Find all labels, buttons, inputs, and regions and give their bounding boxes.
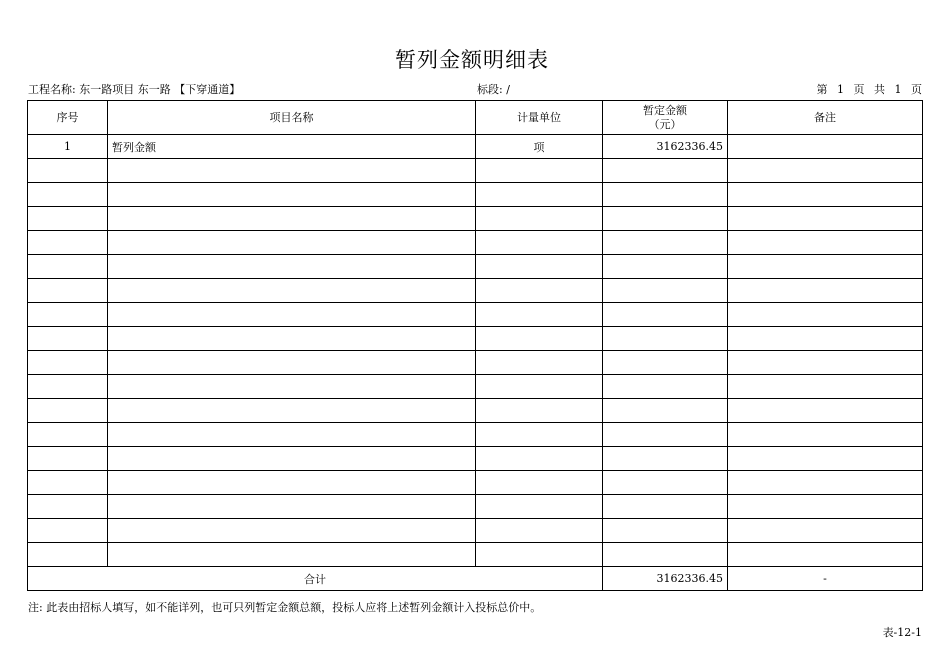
cell-amount: [603, 519, 728, 543]
table-row: [28, 471, 923, 495]
page-current: 1: [837, 83, 844, 96]
cell-remark: [728, 159, 923, 183]
cell-unit: [476, 303, 603, 327]
total-row: [28, 567, 923, 591]
cell-remark: [728, 375, 923, 399]
cell-amount: [603, 183, 728, 207]
footnote: 注: 此表由招标人填写，如不能详列，也可只列暂定金额总额，投标人应将上述暂列金额计入投标总价中。: [28, 601, 542, 614]
table-row: [28, 519, 923, 543]
cell-item-name: [108, 399, 476, 423]
provisional-sum-table: [27, 100, 923, 591]
cell-seq: [28, 351, 108, 375]
cell-item-name: [108, 159, 476, 183]
cell-seq: [28, 231, 108, 255]
cell-unit: [476, 279, 603, 303]
table-row: [28, 159, 923, 183]
cell-unit: 项: [476, 135, 603, 159]
cell-item-name: [108, 519, 476, 543]
cell-amount: [603, 231, 728, 255]
page-text: 页: [853, 83, 865, 96]
cell-amount: 3162336.45: [603, 135, 728, 159]
table-row: [28, 231, 923, 255]
cell-seq: [28, 543, 108, 567]
cell-unit: [476, 399, 603, 423]
cell-item-name: [108, 375, 476, 399]
cell-seq: [28, 327, 108, 351]
cell-unit: [476, 375, 603, 399]
table-row: [28, 351, 923, 375]
table-row: [28, 207, 923, 231]
table-body: [28, 135, 923, 567]
page-text: 页: [911, 83, 922, 96]
cell-item-name: [108, 471, 476, 495]
cell-amount: [603, 351, 728, 375]
cell-unit: [476, 207, 603, 231]
cell-remark: [728, 135, 923, 159]
cell-unit: [476, 327, 603, 351]
table-header-row: [28, 101, 923, 135]
cell-remark: [728, 447, 923, 471]
cell-item-name: [108, 303, 476, 327]
table-row: [28, 279, 923, 303]
cell-amount: [603, 207, 728, 231]
cell-item-name: [108, 183, 476, 207]
total-amount: 3162336.45: [603, 567, 728, 591]
cell-seq: [28, 471, 108, 495]
table-row: [28, 447, 923, 471]
table-row: [28, 399, 923, 423]
form-number: 表-12-1: [882, 626, 922, 639]
cell-amount: [603, 327, 728, 351]
cell-remark: [728, 207, 923, 231]
table-row: [28, 327, 923, 351]
cell-remark: [728, 519, 923, 543]
cell-remark: [728, 327, 923, 351]
project-name: 工程名称: 东一路项目 东一路 【下穿通道】: [28, 83, 241, 96]
cell-item-name: [108, 207, 476, 231]
cell-seq: [28, 303, 108, 327]
page-text: 第: [816, 83, 828, 96]
cell-seq: [28, 447, 108, 471]
page-total: 1: [894, 83, 902, 96]
table-row: [28, 135, 923, 159]
cell-seq: [28, 159, 108, 183]
cell-amount: [603, 543, 728, 567]
table-row: [28, 255, 923, 279]
cell-unit: [476, 543, 603, 567]
cell-unit: [476, 183, 603, 207]
cell-item-name: [108, 255, 476, 279]
cell-item-name: [108, 543, 476, 567]
cell-remark: [728, 543, 923, 567]
header-item-name: 项目名称: [108, 101, 476, 135]
cell-remark: [728, 471, 923, 495]
table-row: [28, 423, 923, 447]
cell-unit: [476, 159, 603, 183]
document-title: 暂列金额明细表: [395, 48, 549, 72]
cell-unit: [476, 255, 603, 279]
cell-remark: [728, 183, 923, 207]
cell-amount: [603, 423, 728, 447]
section-label: 标段: /: [477, 83, 510, 96]
cell-seq: [28, 183, 108, 207]
cell-amount: [603, 447, 728, 471]
cell-amount: [603, 375, 728, 399]
header-amount: [603, 101, 728, 135]
cell-amount: [603, 255, 728, 279]
cell-seq: [28, 399, 108, 423]
cell-remark: [728, 399, 923, 423]
header-amount-text: 暂定金额 （元）: [643, 103, 687, 131]
cell-amount: [603, 471, 728, 495]
cell-remark: [728, 255, 923, 279]
header-unit: 计量单位: [476, 101, 603, 135]
table-row: [28, 303, 923, 327]
cell-unit: [476, 447, 603, 471]
cell-remark: [728, 303, 923, 327]
cell-unit: [476, 495, 603, 519]
page-indicator: [811, 83, 923, 97]
cell-seq: [28, 495, 108, 519]
cell-item-name: [108, 327, 476, 351]
cell-item-name: [108, 231, 476, 255]
cell-remark: [728, 279, 923, 303]
cell-amount: [603, 495, 728, 519]
cell-unit: [476, 351, 603, 375]
cell-seq: [28, 519, 108, 543]
cell-seq: [28, 423, 108, 447]
cell-amount: [603, 159, 728, 183]
cell-remark: [728, 231, 923, 255]
cell-unit: [476, 231, 603, 255]
total-remark: -: [728, 567, 923, 591]
table-row: [28, 183, 923, 207]
table-row: [28, 375, 923, 399]
cell-item-name: [108, 279, 476, 303]
table-row: [28, 495, 923, 519]
cell-item-name: [108, 495, 476, 519]
header-remark: 备注: [728, 101, 923, 135]
total-label: 合计: [28, 567, 603, 591]
cell-unit: [476, 423, 603, 447]
cell-remark: [728, 495, 923, 519]
cell-seq: [28, 375, 108, 399]
cell-seq: [28, 255, 108, 279]
cell-item-name: [108, 423, 476, 447]
cell-amount: [603, 279, 728, 303]
cell-remark: [728, 423, 923, 447]
cell-remark: [728, 351, 923, 375]
cell-unit: [476, 471, 603, 495]
page-text: 共: [874, 83, 885, 96]
cell-amount: [603, 399, 728, 423]
cell-amount: [603, 303, 728, 327]
cell-item-name: [108, 447, 476, 471]
cell-seq: 1: [28, 135, 108, 159]
cell-unit: [476, 519, 603, 543]
cell-item-name: [108, 351, 476, 375]
cell-seq: [28, 207, 108, 231]
table-row: [28, 543, 923, 567]
cell-item-name: 暂列金额: [108, 135, 476, 159]
cell-seq: [28, 279, 108, 303]
header-seq: 序号: [28, 101, 108, 135]
